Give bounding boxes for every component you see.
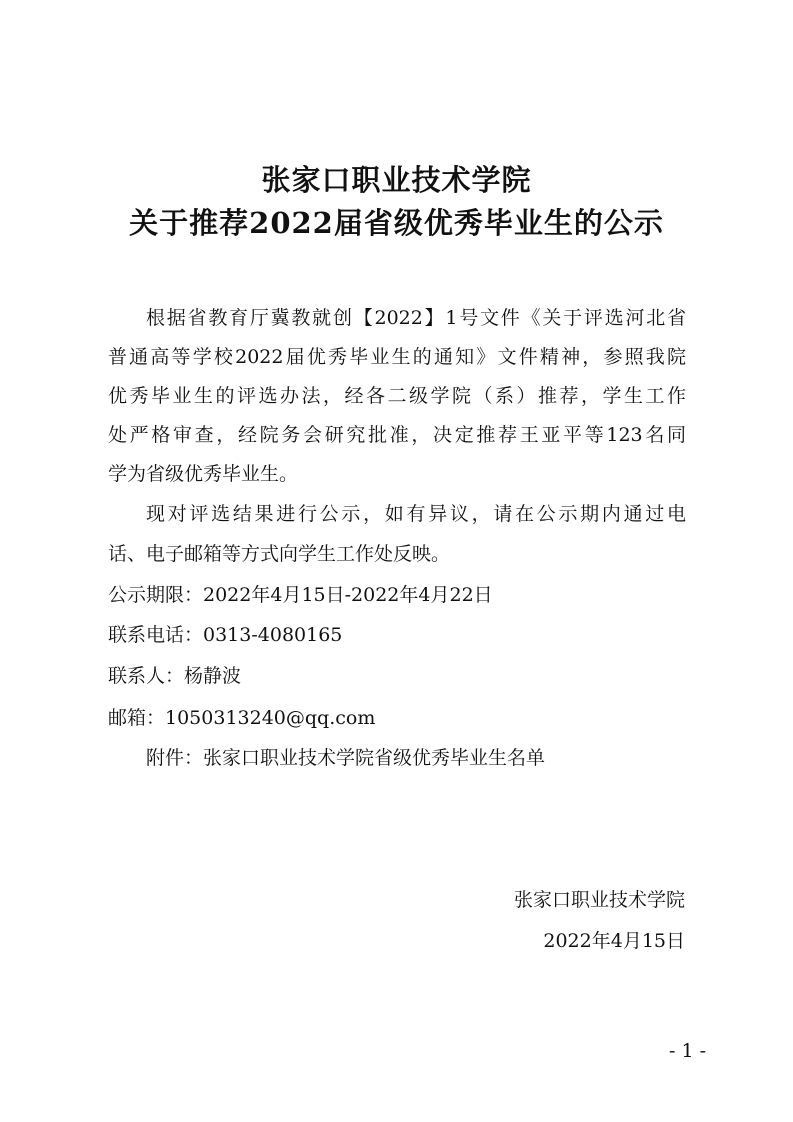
document-title-line2: 关于推荐2022届省级优秀毕业生的公示 xyxy=(129,206,664,240)
paragraph-1-line: 根据省教育厅冀教就创【2022】1号文件《关于评选河北省 xyxy=(146,307,686,329)
contact-email: 邮箱：1050313240@qq.com xyxy=(108,707,376,729)
page-number: - 1 - xyxy=(668,1040,706,1062)
publicity-period: 公示期限：2022年4月15日-2022年4月22日 xyxy=(108,584,493,606)
document-title-line1: 张家口职业技术学院 xyxy=(261,163,532,197)
paragraph-2-line: 现对评选结果进行公示，如有异议，请在公示期内通过电 xyxy=(146,503,686,525)
paragraph-1-line: 优秀毕业生的评选办法，经各二级学院（系）推荐，学生工作 xyxy=(108,385,686,407)
paragraph-1-line: 学为省级优秀毕业生。 xyxy=(108,463,299,485)
paragraph-1-line: 处严格审查，经院务会研究批准，决定推荐王亚平等123名同 xyxy=(108,424,686,446)
contact-person: 联系人：杨静波 xyxy=(108,665,242,687)
paragraph-1-line: 普通高等学校2022届优秀毕业生的通知》文件精神，参照我院 xyxy=(108,346,686,368)
signature-organization: 张家口职业技术学院 xyxy=(513,889,685,911)
contact-phone: 联系电话：0313-4080165 xyxy=(108,624,343,646)
attachment-note: 附件：张家口职业技术学院省级优秀毕业生名单 xyxy=(146,747,546,769)
signature-date: 2022年4月15日 xyxy=(543,930,685,952)
paragraph-2-line: 话、电子邮箱等方式向学生工作处反映。 xyxy=(108,543,451,565)
